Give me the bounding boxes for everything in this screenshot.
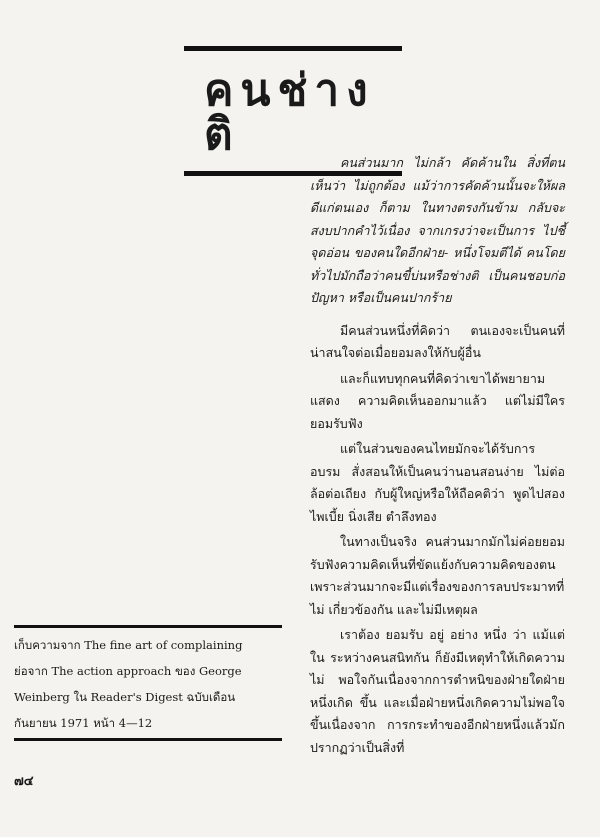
source-line: เก็บความจาก The fine art of complaining: [14, 638, 243, 652]
source-line: กันยายน 1971 หน้า 4—12: [14, 716, 153, 730]
body-paragraph: มีคนส่วนหนึ่งที่คิดว่า ตนเองจะเป็นคนที่ น่าสนใจต่อเมื่อยอมลงให้กับผู้อื่น: [310, 322, 565, 360]
body-paragraph: แต่ในส่วนของคนไทยมักจะได้รับการอบรม สั่งสอนให้เป็นคนว่านอนสอนง่าย ไม่ต่อล้อต่อเถียง กับผู้ใหญ่หรือให้ถือคติว่า พูดไปสองไพเบี้ย นิ่งเสีย ตำลึงทอง: [310, 441, 565, 524]
source-citation: [14, 625, 282, 741]
source-line: Weinberg ใน Reader's Digest ฉบับเดือน: [14, 690, 236, 704]
article-title: คนช่างติ: [204, 65, 375, 160]
lead-paragraph: คนส่วนมาก ไม่กล้า คัดค้านใน สิ่งที่ตนเห็นว่า ไม่ถูกต้อง แม้ว่าการคัดค้านนั้นจะให้ผลดีแก่ตนเอง ก็ตาม ในทางตรงกันข้าม กลับจะสงบปากคำไว้เนื่อง จากเกรงว่าจะเป็นการ ไปชี้จุดอ่อน ของคนใดอีกฝ่าย- หนึ่งโจมตีได้ คนโดยทั่วไปมักถือว่าคนขี้บ่นหรือช่างติ เป็นคนชอบก่อปัญหา หรือเป็นคนปากร้าย: [310, 155, 565, 305]
body-paragraph: เราต้อง ยอมรับ อยู่ อย่าง หนึ่ง ว่า แม้แต่ ใน ระหว่างคนสนิทกัน ก็ยังมีเหตุทำให้เกิดความไม่ พอใจกันเนื่องจากการตำหนิของฝ่ายใดฝ่ายหนึ่งเกิด ขึ้น และเมื่อฝ่ายหนึ่งเกิดความไม่พอใจขึ้นเนื่องจาก การกระทำของอีกฝ่ายหนึ่งแล้วมักปรากฏว่าเป็นสิ่งที่: [310, 627, 565, 755]
article-body: [310, 152, 565, 762]
body-paragraph: และก็แทบทุกคนที่คิดว่าเขาได้พยายามแสดง ความคิดเห็นออกมาแล้ว แต่ไม่มีใครยอมรับฟัง: [310, 370, 565, 431]
page-number: ๗๔: [14, 774, 34, 789]
source-line: ย่อจาก The action approach ของ George: [14, 664, 242, 678]
body-paragraph: ในทางเป็นจริง คนส่วนมากมักไม่ค่อยยอม รับฟังความคิดเห็นที่ขัดแย้งกับความคิดของตน เพราะส่วนมากจะมีแต่เรื่องของการลบประมาทที่ไม่ เกี่ยวข้องกัน และไม่มีเหตุผล: [310, 534, 565, 617]
